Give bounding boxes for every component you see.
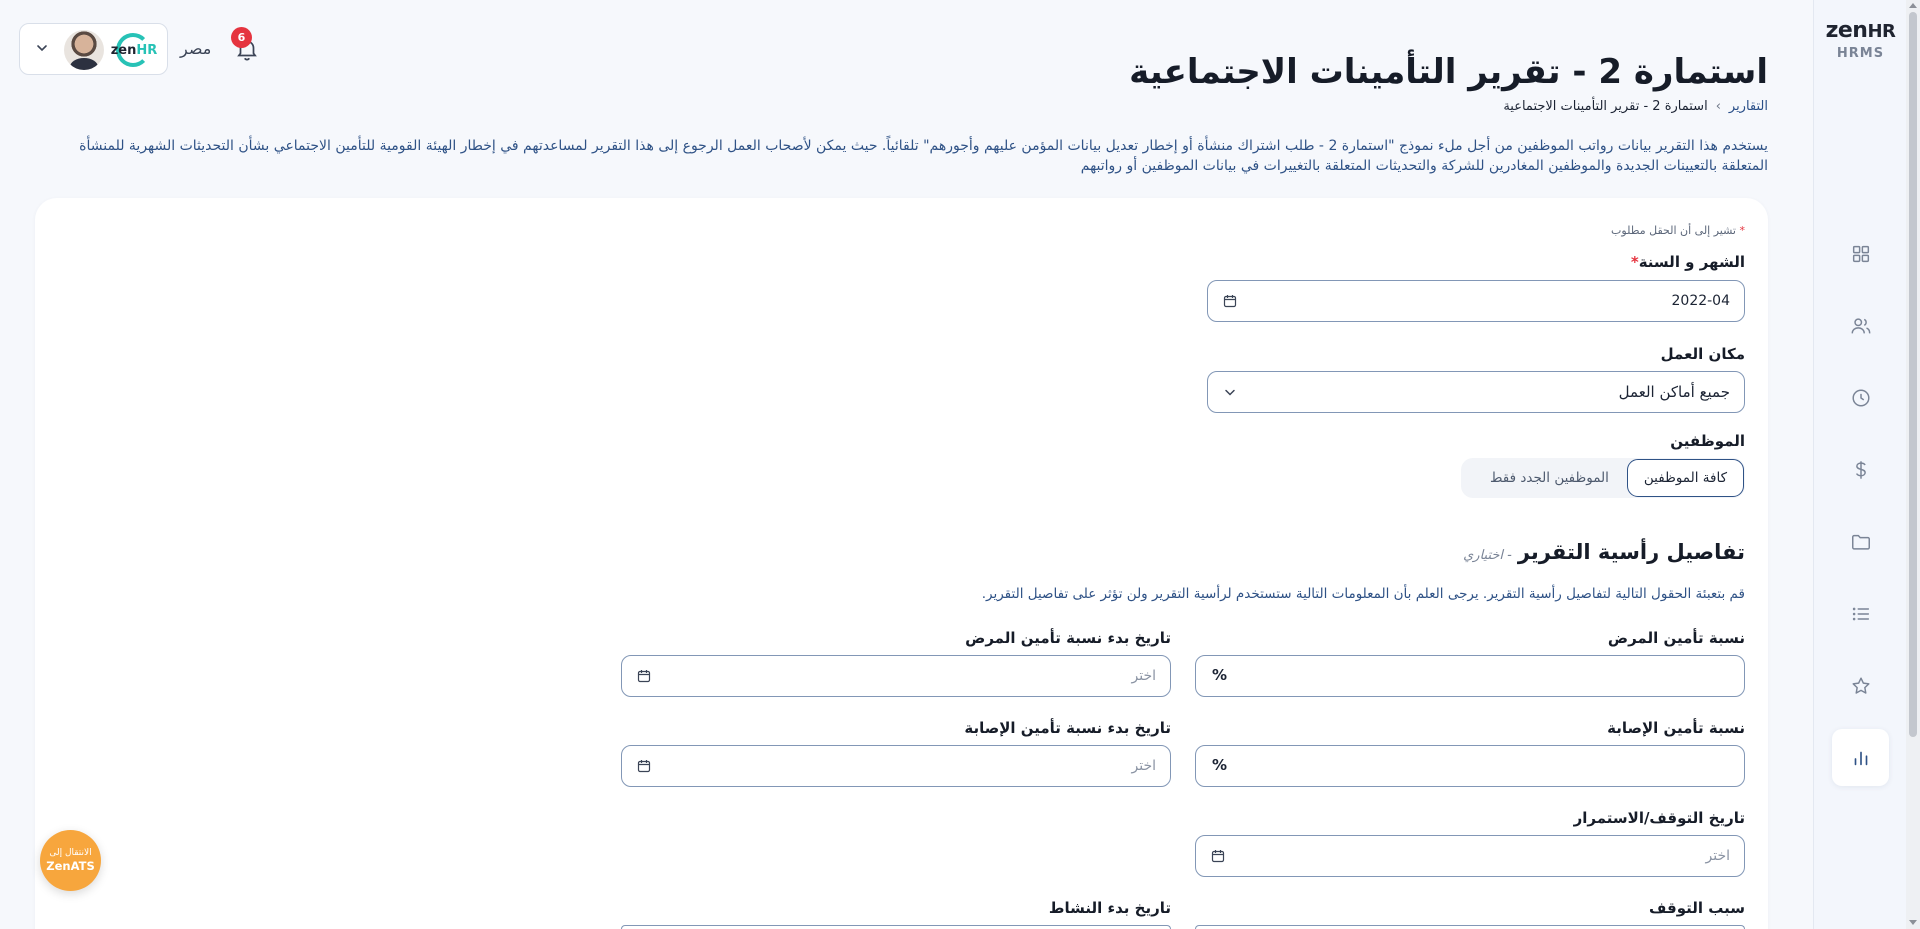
logo-accent-text: HR xyxy=(1867,21,1896,42)
employees-option-all[interactable]: كافة الموظفين xyxy=(1627,459,1744,497)
list-icon xyxy=(1850,603,1872,625)
logo-subtitle: HRMS xyxy=(1836,46,1885,61)
required-note xyxy=(1611,224,1745,237)
required-mark: * xyxy=(1739,224,1745,237)
percent-icon: % xyxy=(1212,666,1228,684)
scroll-up-arrow[interactable] xyxy=(1909,3,1917,8)
page-title: استمارة 2 - تقرير التأمينات الاجتماعية xyxy=(1129,52,1768,92)
breadcrumb-current: استمارة 2 - تقرير التأمينات الاجتماعية xyxy=(1503,99,1708,114)
breadcrumb-separator: › xyxy=(1715,99,1721,114)
nav-payroll[interactable] xyxy=(1832,441,1889,498)
breadcrumb xyxy=(1503,99,1768,114)
calendar-icon xyxy=(636,758,652,774)
month-year-label-text: الشهر و السنة xyxy=(1638,253,1745,271)
sidebar xyxy=(1813,0,1906,929)
workplace-label: مكان العمل xyxy=(1660,345,1745,363)
sickness-start-date-field[interactable] xyxy=(621,655,1171,697)
required-mark: * xyxy=(1630,253,1639,271)
workplace-value: جميع أماكن العمل xyxy=(1618,383,1730,401)
month-year-value: 2022-04 xyxy=(1671,293,1730,309)
logo-main-text: zen xyxy=(1825,18,1868,43)
calendar-icon xyxy=(1210,848,1226,864)
month-year-label xyxy=(1631,253,1745,271)
account-switcher[interactable] xyxy=(19,23,168,75)
injury-start-label: تاريخ بدء نسبة تأمين الإصابة xyxy=(964,719,1171,737)
zenhr-logo[interactable] xyxy=(1814,20,1907,61)
country-selector[interactable]: مصر xyxy=(180,39,212,58)
page-description: يستخدم هذا التقرير بيانات رواتب الموظفين من أجل ملء نموذج "استمارة 2 - طلب اشتراك منشأة أو إخطار تعديل بيانات المؤمن عليهم وأجورهم" تلقائياً. حيث يمكن لأصحاب العمل الرجوع إلى هذا التقرير لمساعدتهم في إخطار الهيئة القومية للتأمين الاجتماعي بشأن التحديثات الشهرية للمنشأة المتعلقة بالتعيينات الجديدة والموظفين المغادرين للشركة والتحديثات المتعلقة بالتغييرات في بيانات الموظفين أو رواتبهم xyxy=(79,138,1768,174)
percent-icon: % xyxy=(1212,756,1228,774)
scroll-down-arrow[interactable] xyxy=(1909,920,1917,925)
chevron-down-icon xyxy=(32,38,52,58)
injury-start-placeholder: اختر xyxy=(1131,758,1156,774)
breadcrumb-reports-link[interactable]: التقارير xyxy=(1728,99,1768,114)
bar-chart-icon xyxy=(1850,747,1872,769)
activity-start-label: تاريخ بدء النشاط xyxy=(1048,899,1171,917)
stop-date-placeholder: اختر xyxy=(1705,848,1730,864)
company-logo xyxy=(108,31,160,69)
required-note-text: تشير إلى أن الحقل مطلوب xyxy=(1611,224,1736,237)
page-scrollbar[interactable] xyxy=(1906,0,1920,929)
zenats-line2: ZenATS xyxy=(46,859,95,873)
employees-option-new[interactable]: الموظفين الجدد فقط xyxy=(1489,470,1609,486)
header-details-description: قم بتعبئة الحقول التالية لتفاصيل رأسية التقرير. يرجى العلم بأن المعلومات التالية ستستخدم لرأسية التقرير ولن تؤثر على تفاصيل التقرير. xyxy=(981,586,1745,602)
optional-tag: - اختياري xyxy=(1463,548,1512,563)
month-year-field[interactable] xyxy=(1207,280,1745,322)
sickness-start-label: تاريخ بدء نسبة تأمين المرض xyxy=(965,629,1171,647)
nav-performance[interactable] xyxy=(1832,657,1889,714)
workplace-select[interactable] xyxy=(1207,371,1745,413)
chevron-down-icon xyxy=(1222,384,1238,400)
nav-employees[interactable] xyxy=(1832,297,1889,354)
nav-lists[interactable] xyxy=(1832,585,1889,642)
stop-reason-label: سبب التوقف xyxy=(1649,899,1745,917)
grid-icon xyxy=(1850,243,1872,265)
company-logo-text xyxy=(111,43,158,58)
injury-start-date-field[interactable] xyxy=(621,745,1171,787)
company-logo-main: zen xyxy=(110,42,137,58)
stop-date-label: تاريخ التوقف/الاستمرار xyxy=(1573,809,1745,827)
nav-dashboard[interactable] xyxy=(1832,225,1889,282)
injury-rate-input[interactable] xyxy=(1195,745,1745,787)
stop-reason-field[interactable] xyxy=(1195,925,1745,929)
star-icon xyxy=(1850,675,1872,697)
clock-icon xyxy=(1850,387,1872,409)
stop-date-field[interactable] xyxy=(1195,835,1745,877)
employees-toggle xyxy=(1461,458,1745,498)
nav-attendance[interactable] xyxy=(1832,369,1889,426)
sickness-start-placeholder: اختر xyxy=(1131,668,1156,684)
notification-badge: 6 xyxy=(231,27,252,48)
company-logo-accent: HR xyxy=(136,42,158,58)
logo-word xyxy=(1814,20,1907,43)
calendar-icon xyxy=(1222,293,1238,309)
dollar-icon xyxy=(1850,459,1872,481)
employees-label: الموظفين xyxy=(1670,432,1745,450)
sickness-rate-input[interactable] xyxy=(1195,655,1745,697)
nav-documents[interactable] xyxy=(1832,513,1889,570)
activity-start-field[interactable] xyxy=(621,925,1171,929)
calendar-icon xyxy=(636,668,652,684)
avatar xyxy=(64,30,104,70)
injury-rate-label: نسبة تأمين الإصابة xyxy=(1607,719,1745,737)
zenats-shortcut-button[interactable] xyxy=(40,830,101,891)
scrollbar-thumb[interactable] xyxy=(1909,12,1917,737)
header-details-section-title xyxy=(1463,540,1745,564)
folder-icon xyxy=(1850,531,1872,553)
nav-reports[interactable] xyxy=(1832,729,1889,786)
sickness-rate-label: نسبة تأمين المرض xyxy=(1607,629,1745,647)
users-icon xyxy=(1850,315,1872,337)
zenats-line1: الانتقال إلى xyxy=(49,848,92,858)
header-details-title: تفاصيل رأسية التقرير xyxy=(1517,540,1745,564)
